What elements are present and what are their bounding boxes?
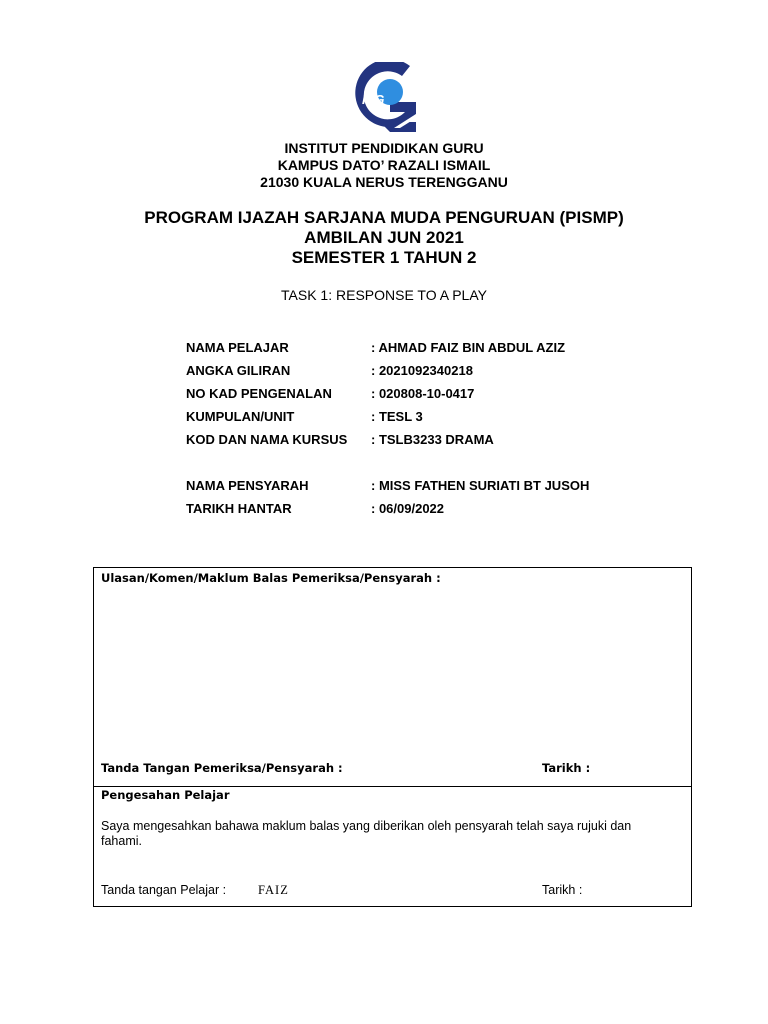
examiner-date-label: Tarikh : — [542, 761, 591, 775]
info-label: ANGKA GILIRAN — [186, 363, 291, 378]
student-signature: FAIZ — [258, 883, 289, 897]
examiner-signature-label: Tanda Tangan Pemeriksa/Pensyarah : — [101, 761, 343, 775]
info-row — [186, 359, 589, 382]
info-row — [186, 336, 589, 359]
info-label: TARIKH HANTAR — [186, 501, 292, 516]
info-value: : TESL 3 — [371, 409, 423, 424]
program-name: PROGRAM IJAZAH SARJANA MUDA PENGURUAN (PISMP) — [144, 208, 624, 227]
feedback-heading: Ulasan/Komen/Maklum Balas Pemeriksa/Pensyarah : — [101, 571, 441, 585]
spacer — [186, 451, 589, 474]
info-value: : MISS FATHEN SURIATI BT JUSOH — [371, 478, 590, 493]
acknowledgement-heading: Pengesahan Pelajar — [101, 788, 230, 802]
ipg-logo — [350, 62, 422, 134]
info-row — [186, 474, 589, 497]
student-signature-label: Tanda tangan Pelajar : — [101, 883, 227, 897]
task-name: RESPONSE TO A PLAY — [336, 287, 487, 303]
info-label: KOD DAN NAMA KURSUS — [186, 432, 348, 447]
info-value: : 06/09/2022 — [371, 501, 445, 516]
info-row — [186, 497, 589, 520]
info-value: : AHMAD FAIZ BIN ABDUL AZIZ — [371, 340, 566, 355]
task-label: TASK 1: — [281, 287, 336, 303]
institution-header — [0, 140, 768, 191]
institution-address: 21030 KUALA NERUS TERENGGANU — [260, 174, 508, 190]
semester: SEMESTER 1 TAHUN 2 — [291, 248, 477, 267]
examiner-feedback-section — [94, 568, 691, 787]
info-value: : 020808-10-0417 — [371, 386, 475, 401]
student-date-label: Tarikh : — [542, 883, 583, 897]
acknowledgement-statement: Saya mengesahkan bahawa maklum balas yang diberikan oleh pensyarah telah saya rujuki dan fahami. — [101, 819, 632, 848]
info-label: NAMA PENSYARAH — [186, 478, 309, 493]
info-row — [186, 382, 589, 405]
student-info-table — [186, 336, 589, 520]
feedback-form-box — [93, 567, 692, 907]
info-value: : 2021092340218 — [371, 363, 473, 378]
info-row — [186, 405, 589, 428]
info-label: NO KAD PENGENALAN — [186, 386, 332, 401]
program-header — [0, 208, 768, 268]
info-label: KUMPULAN/UNIT — [186, 409, 295, 424]
info-row — [186, 428, 589, 451]
logo-text: IPG — [362, 92, 385, 107]
campus-name: KAMPUS DATO’ RAZALI ISMAIL — [277, 157, 491, 173]
intake: AMBILAN JUN 2021 — [304, 228, 464, 247]
info-label: NAMA PELAJAR — [186, 340, 289, 355]
task-title — [0, 287, 768, 303]
institution-name: INSTITUT PENDIDIKAN GURU — [284, 140, 484, 156]
info-value: : TSLB3233 DRAMA — [371, 432, 494, 447]
